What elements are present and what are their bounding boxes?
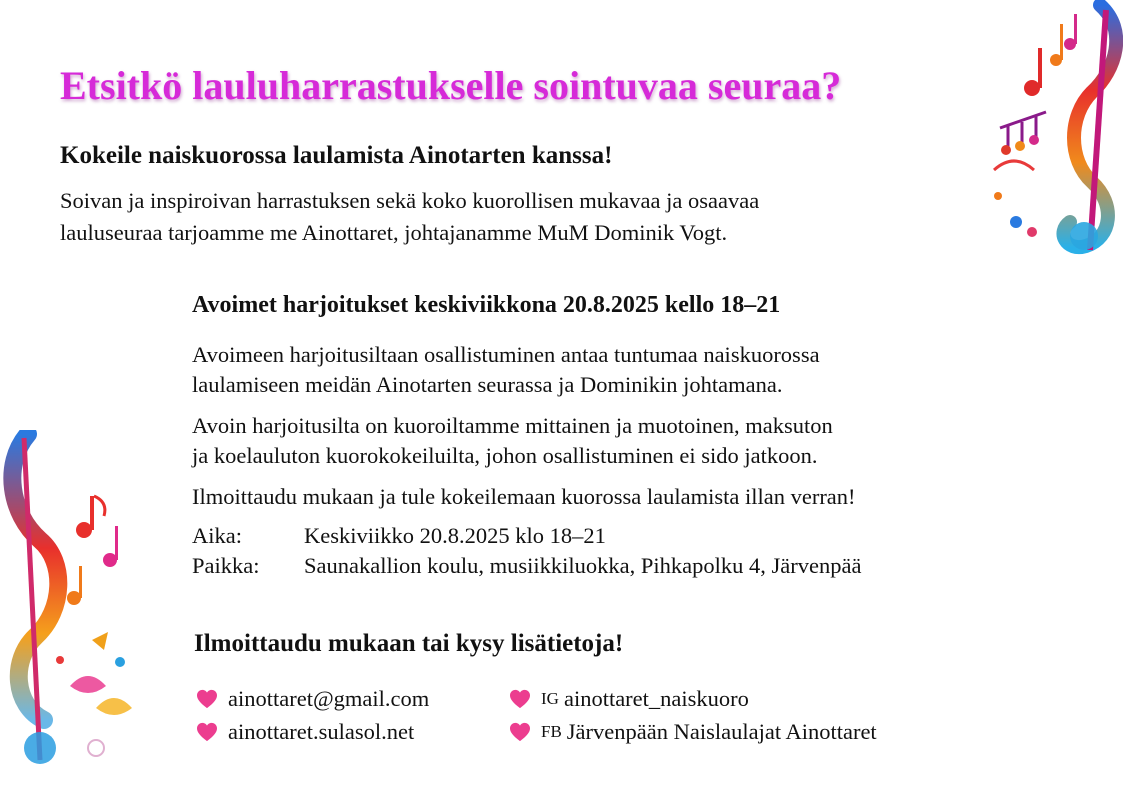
place-value: Saunakallion koulu, musiikkiluokka, Pihkapolku 4, Järvenpää [304, 553, 862, 578]
paragraph-line: Avoin harjoitusilta on kuoroiltamme mittainen ja muotoinen, maksuton [192, 413, 833, 438]
heart-icon [509, 722, 531, 742]
paragraph-line: Avoimeen harjoitusiltaan osallistuminen antaa tuntumaa naiskuorossa [192, 342, 820, 367]
intro-paragraph [60, 185, 990, 249]
paragraph-line: laulamiseen meidän Ainotarten seurassa ja Dominikin johtamana. [192, 372, 783, 397]
place-row [192, 551, 861, 581]
event-title: Avoimet harjoitukset keskiviikkona 20.8.2025 kello 18–21 [192, 292, 781, 318]
heart-icon [196, 689, 218, 709]
music-notes-icon [0, 430, 160, 794]
instagram-tag: IG [541, 688, 559, 708]
music-notes-icon [988, 0, 1123, 265]
contact-list [196, 682, 877, 748]
time-value: Keskiviikko 20.8.2025 klo 18–21 [304, 523, 606, 548]
heart-icon [196, 722, 218, 742]
intro-line: Soivan ja inspiroivan harrastuksen sekä koko kuorollisen mukavaa ja osaavaa [60, 188, 760, 213]
email-item [196, 683, 509, 715]
event-paragraph: Ilmoittaudu mukaan ja tule kokeilemaan kuorossa laulamista illan verran! [192, 484, 856, 509]
email-link[interactable]: ainottaret@gmail.com [228, 685, 430, 711]
headline: Etsitkö lauluharrastukselle sointuvaa seuraa? [60, 63, 842, 108]
heart-icon [509, 689, 531, 709]
contact-title: Ilmoittaudu mukaan tai kysy lisätietoja! [194, 630, 624, 657]
paragraph-line: ja koelauluton kuorokokeiluilta, johon osallistuminen ei sido jatkoon. [192, 443, 818, 468]
website-item [196, 716, 509, 748]
instagram-handle[interactable]: ainottaret_naiskuoro [563, 685, 749, 711]
instagram-item [509, 683, 749, 715]
time-row [192, 521, 861, 551]
contact-row [196, 682, 877, 715]
intro-line: lauluseuraa tarjoamme me Ainottaret, johtajanamme MuM Dominik Vogt. [60, 220, 728, 245]
facebook-tag: FB [541, 721, 562, 741]
event-paragraph [192, 340, 820, 400]
facebook-item [509, 716, 877, 748]
contact-row [196, 715, 877, 748]
facebook-page[interactable]: Järvenpään Naislaulajat Ainottaret [566, 718, 877, 744]
website-link[interactable]: ainottaret.sulasol.net [228, 718, 415, 744]
place-label: Paikka: [192, 553, 260, 578]
time-label: Aika: [192, 523, 242, 548]
event-details [192, 521, 861, 581]
event-paragraph [192, 411, 833, 471]
subheadline: Kokeile naiskuorossa laulamista Ainotarten kanssa! [60, 142, 613, 169]
